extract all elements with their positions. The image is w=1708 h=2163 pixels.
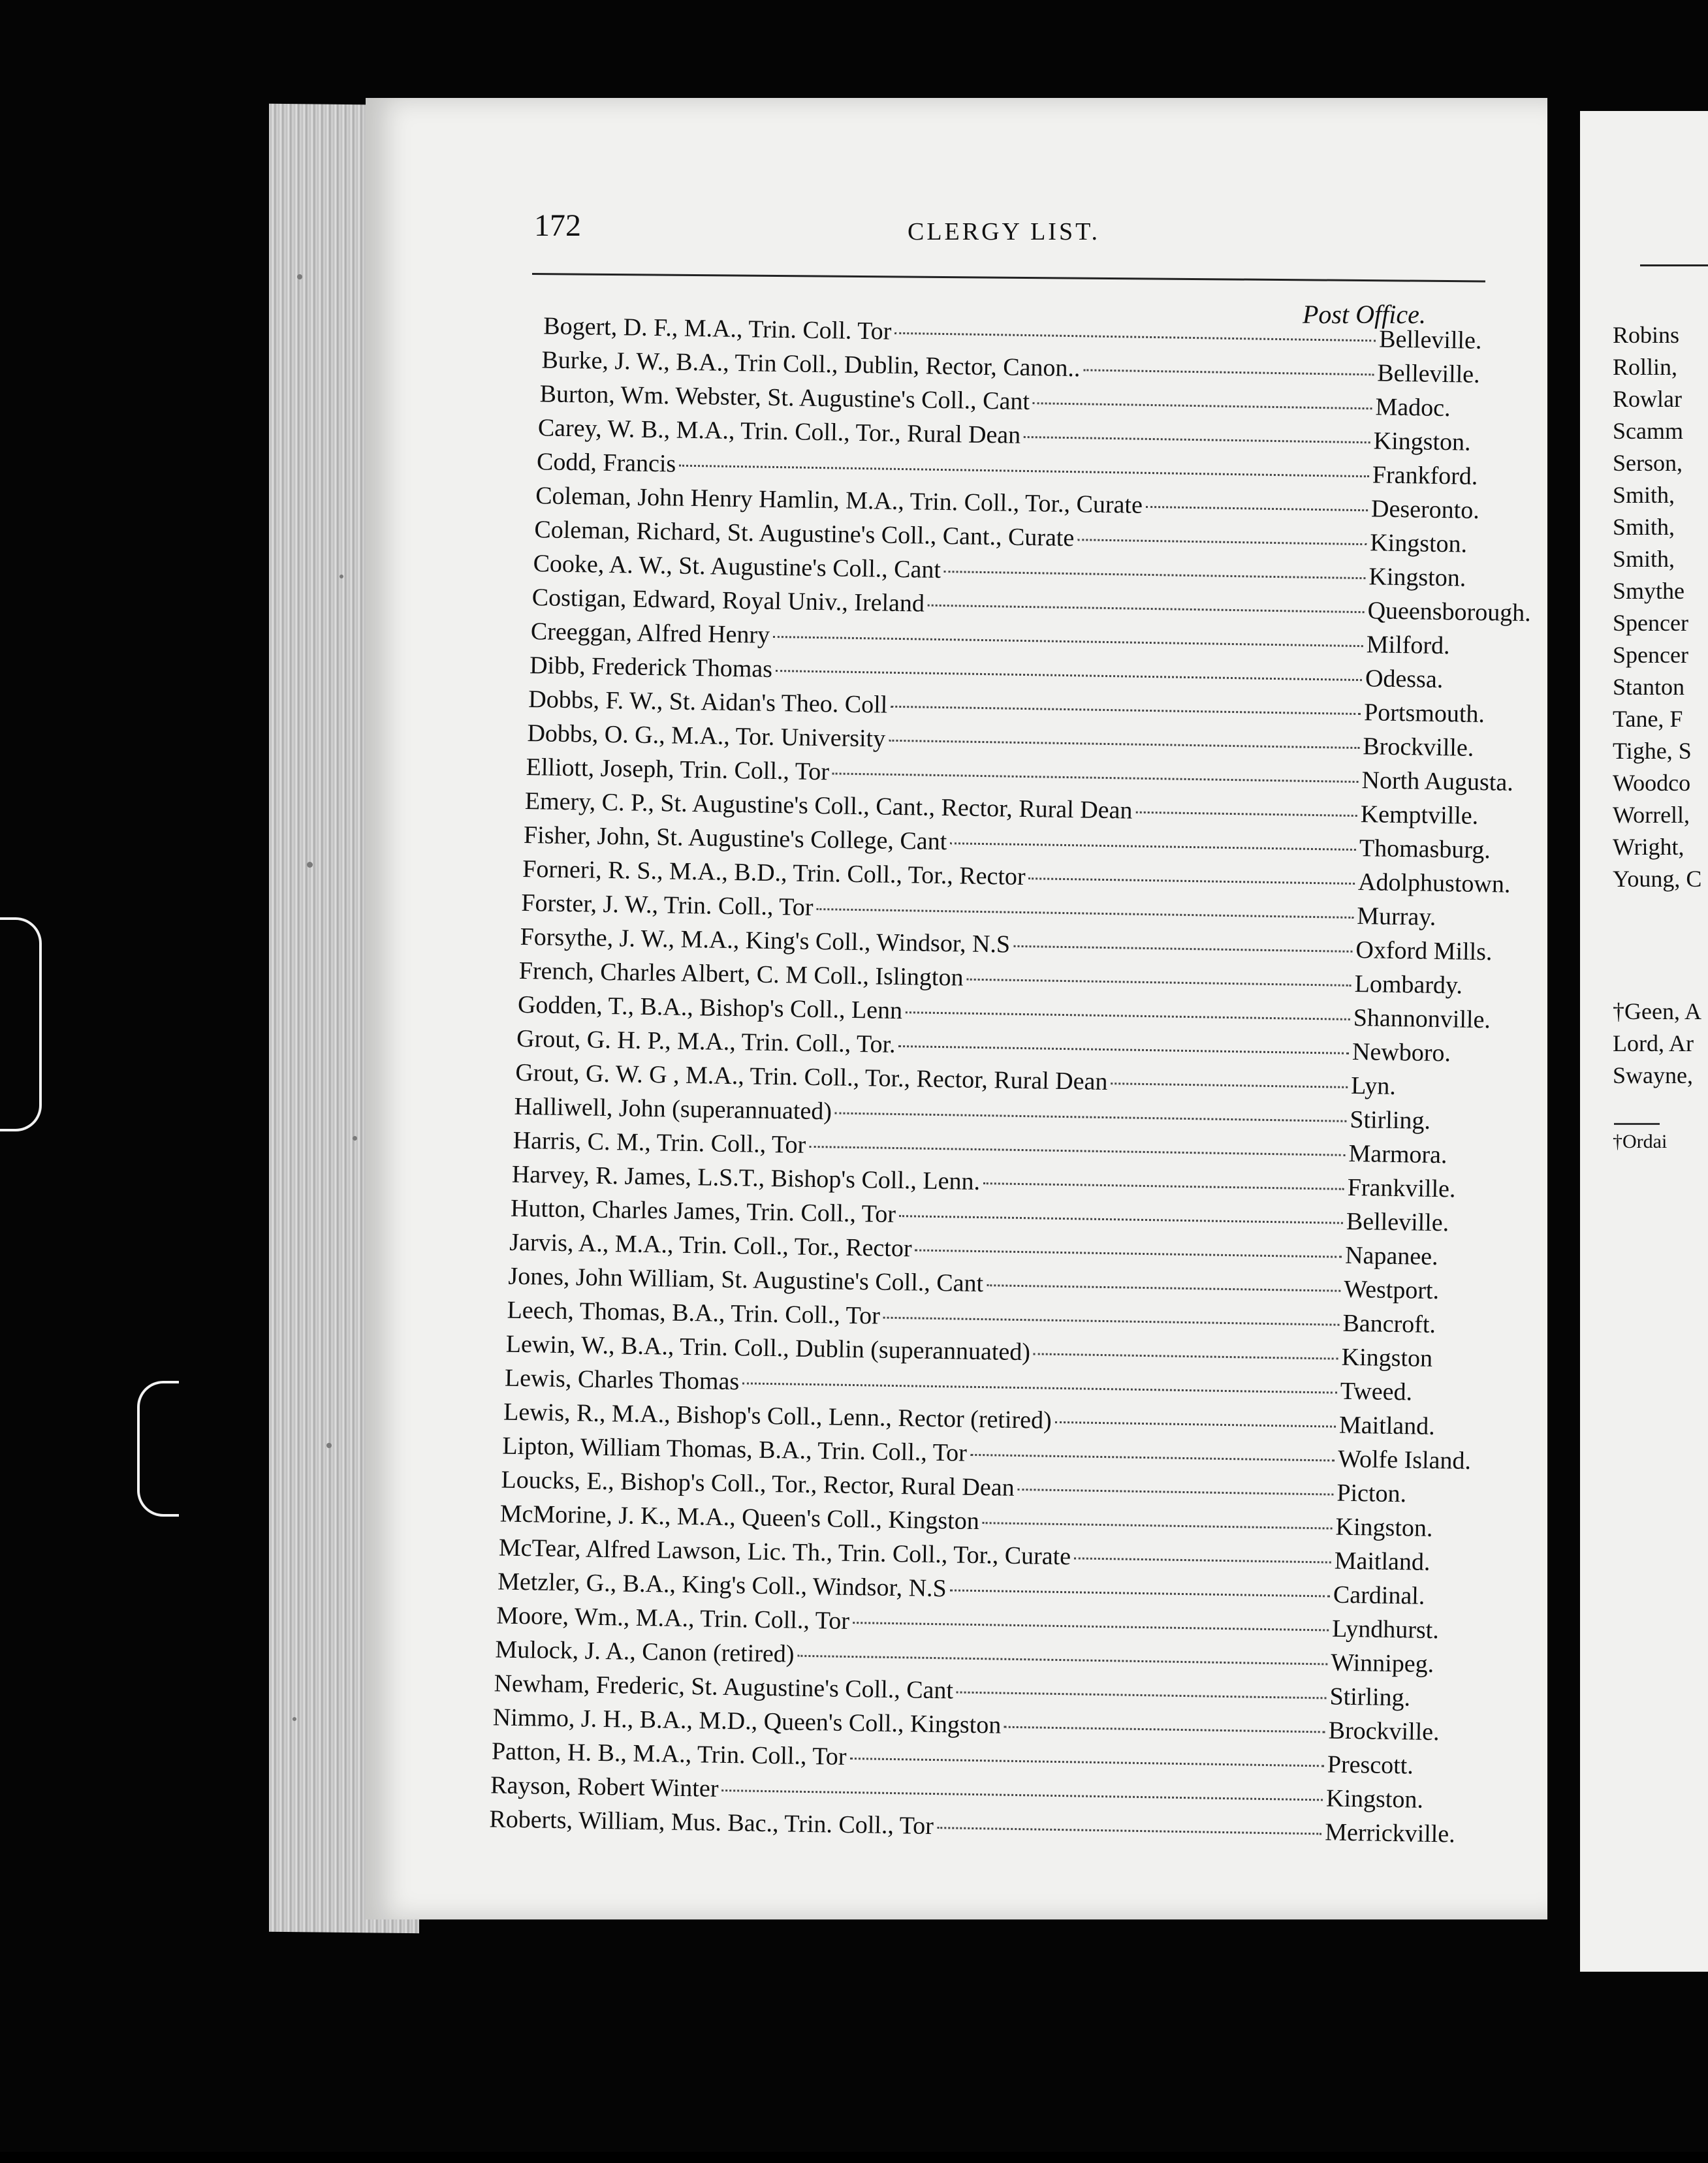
dot-leader [1077,539,1367,545]
entry-post-office: Lyn. [1350,1071,1397,1100]
entry-name: Metzler, G., B.A., King's Coll., Windsor, N.S [497,1568,947,1603]
dot-leader [1034,1353,1338,1359]
entry-name: Coleman, Richard, St. Augustine's Coll., Cant., Curate [534,516,1075,552]
entry-post-office: Tweed. [1340,1377,1413,1406]
entry-post-office: Merrickville. [1324,1818,1455,1848]
entry-post-office: Oxford Mills. [1355,936,1493,966]
entry-name: Mulock, J. A., Canon (retired) [495,1635,795,1668]
entry-post-office: Queensborough. [1367,597,1532,627]
entry-post-office: Bancroft. [1342,1309,1436,1339]
entry-post-office: Portsmouth. [1363,699,1485,729]
entry-post-office: Napanee. [1344,1241,1438,1271]
dot-leader [983,1522,1333,1529]
facing-page-name: Worrell, [1613,802,1690,828]
entry-post-office: Cardinal. [1333,1581,1425,1610]
entry-name: Forneri, R. S., M.A., B.D., Trin. Coll., Tor., Rector [522,855,1026,891]
entry-post-office: Winnipeg. [1331,1649,1434,1679]
facing-page-name: Wright, [1613,834,1684,860]
entry-name: Grout, G. H. P., M.A., Trin. Coll., Tor. [516,1024,896,1058]
entry-name: Coleman, John Henry Hamlin, M.A., Trin. Coll., Tor., Curate [535,482,1143,519]
entry-post-office: Kingston. [1369,529,1468,558]
entry-post-office: Maitland. [1334,1547,1431,1576]
entry-name: French, Charles Albert, C. M Coll., Islington [518,956,964,992]
entry-name: Carey, W. B., M.A., Trin. Coll., Tor., Rural Dean [537,414,1021,449]
dot-leader [1018,1489,1334,1496]
entry-post-office: Madoc. [1375,393,1451,422]
entry-name: Roberts, William, Mus. Bac., Trin. Coll., Tor [489,1805,934,1840]
dot-leader [1055,1421,1336,1428]
entry-post-office: Deseronto. [1370,495,1480,524]
post-office-column-head: Post Office. [1303,300,1426,329]
entry-name: Nimmo, J. H., B.A., M.D., Queen's Coll., Kingston [492,1703,1002,1739]
entry-name: Loucks, E., Bishop's Coll., Tor., Rector, Rural Dean [501,1466,1015,1502]
entry-name: Godden, T., B.A., Bishop's Coll., Lenn [517,990,903,1025]
entry-post-office: Kingston. [1373,427,1471,456]
entry-name: Leech, Thomas, B.A., Trin. Coll., Tor [507,1296,881,1330]
facing-page-name: Woodco [1613,770,1691,796]
facing-page-appendix-name: Swayne, [1613,1062,1693,1088]
entry-post-office: Maitland. [1338,1411,1436,1441]
dot-leader [928,605,1365,614]
dot-leader [1074,1557,1331,1563]
entry-post-office: North Augusta. [1361,766,1514,797]
dot-leader [1024,436,1370,443]
entry-name: Rayson, Robert Winter [490,1771,719,1803]
entry-name: Elliott, Joseph, Trin. Coll., Tor [526,753,830,786]
facing-footnote-rule [1614,1123,1660,1125]
entry-name: Halliwell, John (superannuated) [514,1092,832,1126]
entry-post-office: Stirling. [1350,1105,1431,1135]
dot-leader [1033,402,1372,409]
entry-name: McMorine, J. K., M.A., Queen's Coll., Kingston [499,1500,980,1536]
dot-leader [742,1382,1337,1393]
entry-post-office: Newboro. [1352,1037,1451,1067]
entry-post-office: Kingston. [1335,1513,1433,1542]
entry-post-office: Frankford. [1372,461,1478,490]
entry-post-office: Wolfe Island. [1337,1445,1472,1475]
entry-name: Codd, Francis [536,448,676,478]
facing-page-name: Smith, [1613,546,1675,572]
dot-leader [889,740,1359,749]
facing-page-name: Young, C [1613,866,1702,892]
entry-name: Lipton, William Thomas, B.A., Trin. Coll., Tor [502,1432,968,1467]
facing-page-name: Rollin, [1613,354,1678,380]
dot-leader [773,636,1363,647]
entry-name: Cooke, A. W., St. Augustine's Coll., Cant [533,550,941,584]
dot-leader [983,1182,1344,1190]
entry-name: Emery, C. P., St. Augustine's Coll., Cant., Rector, Rural Dean [524,787,1133,825]
entry-post-office: Kingston. [1368,563,1466,592]
entry-name: Harvey, R. James, L.S.T., Bishop's Coll., Lenn. [511,1160,981,1196]
entry-post-office: Prescott. [1327,1750,1414,1780]
entry-post-office: Marmora. [1348,1139,1447,1169]
dot-leader [957,1692,1327,1699]
entry-name: Newham, Frederic, St. Augustine's Coll., Cant [494,1669,954,1705]
dot-leader [899,1215,1343,1224]
entry-name: McTear, Alfred Lawson, Lic. Th., Trin. Coll., Tor., Curate [498,1534,1071,1571]
dot-leader [776,670,1362,681]
entry-name: Jarvis, A., M.A., Trin. Coll., Tor., Rector [509,1228,912,1263]
entry-post-office: Kingston. [1325,1784,1424,1814]
entry-post-office: Shannonville. [1353,1003,1491,1034]
entry-post-office: Adolphustown. [1357,868,1511,898]
dot-leader [1111,1082,1348,1088]
entry-name: Lewin, W., B.A., Trin. Coll., Dublin (superannuated) [505,1330,1031,1366]
entry-post-office: Westport. [1343,1275,1440,1305]
entry-name: Burke, J. W., B.A., Trin Coll., Dublin, Rector, Canon.. [541,346,1081,383]
entry-post-office: Picton. [1336,1479,1407,1508]
dot-leader [679,465,1369,478]
facing-page-name: Smythe [1613,578,1685,604]
facing-page-name: Stanton [1613,674,1685,700]
facing-page-name: Tane, F [1613,706,1683,732]
facing-page-name: Spencer [1613,642,1688,668]
entry-name: Lewis, R., M.A., Bishop's Coll., Lenn., Rector (retired) [503,1398,1052,1434]
dot-leader [816,908,1353,919]
facing-page-appendix-name: †Geen, A [1613,998,1701,1024]
facing-page-name: Scamm [1613,418,1683,444]
entry-name: Dobbs, F. W., St. Aidan's Theo. Coll [528,686,888,719]
dot-leader [944,571,1366,579]
facing-page-name: Serson, [1613,450,1683,476]
entry-name: Creeggan, Alfred Henry [530,618,770,649]
entry-post-office: Belleville. [1378,325,1482,355]
dot-leader [849,1758,1323,1767]
entry-name: Hutton, Charles James, Trin. Coll., Tor [510,1194,896,1228]
entry-name: Forsythe, J. W., M.A., King's Coll., Windsor, N.S [520,923,1011,958]
facing-page-appendix-name: Lord, Ar [1613,1030,1694,1056]
entry-post-office: Stirling. [1329,1682,1411,1712]
dot-leader [891,706,1361,715]
entry-post-office: Belleville. [1346,1207,1449,1237]
entry-post-office: Frankville. [1347,1173,1456,1203]
dot-leader [1013,945,1352,953]
entry-name: Grout, G. W. G , M.A., Trin. Coll., Tor., Rector, Rural Dean [515,1058,1108,1096]
facing-page-name: Smith, [1613,482,1675,508]
entry-name: Jones, John William, St. Augustine's Coll., Cant [508,1262,984,1298]
facing-page-footnote: †Ordai [1613,1131,1668,1152]
dot-leader [915,1249,1342,1257]
entry-name: Dobbs, O. G., M.A., Tor. University [527,719,886,753]
entry-post-office: Odessa. [1365,665,1444,694]
entry-post-office: Lombardy. [1354,970,1463,1000]
entry-post-office: Kingston [1341,1343,1433,1372]
entry-name: Costigan, Edward, Royal Univ., Ireland [531,584,925,618]
dot-leader [950,1589,1330,1597]
entry-post-office: Kemptville. [1360,800,1479,830]
dot-leader [894,332,1376,342]
entry-post-office: Murray. [1356,902,1436,931]
entry-name: Lewis, Charles Thomas [504,1364,740,1396]
dot-leader [966,979,1351,987]
dot-leader [1083,369,1374,375]
facing-page-name: Tighe, S [1613,738,1692,764]
dot-leader [797,1655,1327,1666]
dot-leader [899,1045,1349,1054]
dot-leader [853,1622,1329,1631]
facing-page-name: Robins [1613,322,1680,348]
entry-post-office: Lyndhurst. [1331,1615,1440,1645]
entry-post-office: Milford. [1366,631,1450,660]
dot-leader [835,1113,1346,1122]
entry-name: Forster, J. W., Trin. Coll., Tor [521,889,814,921]
entry-post-office: Thomasburg. [1359,834,1491,864]
entry-post-office: Belleville. [1377,359,1480,388]
entry-post-office: Brockville. [1363,733,1474,762]
dot-leader [987,1284,1340,1292]
facing-page-name: Smith, [1613,514,1675,540]
facing-page-name: Rowlar [1613,386,1682,412]
entry-name: Patton, H. B., M.A., Trin. Coll., Tor [491,1737,847,1771]
dot-leader [1135,812,1357,817]
dot-leader [832,772,1359,783]
dot-leader [906,1011,1350,1020]
entry-name: Bogert, D. F., M.A., Trin. Coll. Tor [543,312,892,345]
entry-name: Dibb, Frederick Thomas [529,652,773,683]
page-number: 172 [534,208,581,243]
entry-name: Moore, Wm., M.A., Trin. Coll., Tor [496,1602,850,1635]
facing-page-name: Spencer [1613,610,1688,636]
dot-leader [970,1454,1335,1462]
dot-leader [950,842,1356,851]
dot-leader [1004,1726,1325,1733]
dot-leader [1146,506,1368,511]
dot-leader [721,1790,1323,1801]
entry-name: Burton, Wm. Webster, St. Augustine's Coll., Cant [539,380,1030,416]
dot-leader [1029,877,1355,885]
dot-leader [809,1146,1345,1156]
entry-name: Harris, C. M., Trin. Coll., Tor [513,1126,806,1159]
running-head: CLERGY LIST. [908,218,1100,245]
dot-leader [937,1827,1321,1835]
entry-name: Fisher, John, St. Augustine's College, Cant [523,821,947,856]
entry-post-office: Brockville. [1328,1716,1440,1746]
dot-leader [883,1317,1340,1326]
